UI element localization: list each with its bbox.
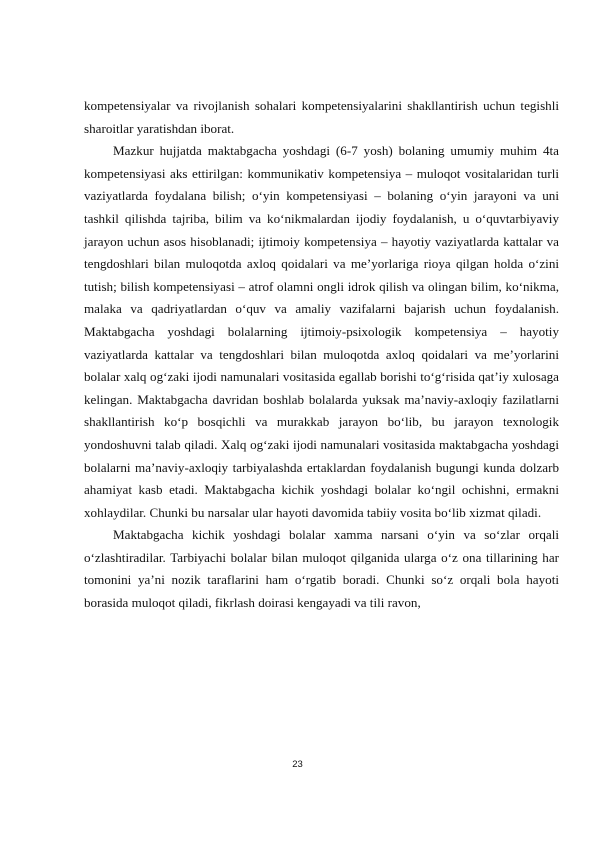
- paragraph-competencies: Mazkur hujjatda maktabgacha yoshdagi (6-7 yosh) bolaning umumiy muhim 4ta kompetensiyasi aks ettirilgan: kommunikativ kompetensiya – muloqot vositalaridan turli vaziyatlarda foydalana bilish; o‘yin kompetensiyasi – bolaning o‘yin jarayoni va uni tashkil qilishda tajriba, bilim va ko‘nikmalardan ijodiy foydalanish, u o‘quvtarbiyaviy jarayon uchun asos hisoblanadi; ijtimoiy kompetensiya – hayotiy vaziyatlarda kattalar va tengdoshlari bilan muloqotda axloq qoidalari va me’yorlariga rioya qilgan holda o‘zini tutish; bilish kompetensiyasi – atrof olamni ongli idrok qilish va olingan bilim, ko‘nikma, malaka va qadriyatlardan o‘quv va amaliy vazifalarni bajarish uchun foydalanish. Maktabgacha yoshdagi bolalarning ijtimoiy-psixologik kompetensiya – hayotiy vaziyatlarda kattalar va tengdoshlari bilan muloqotda axloq qoidalari va me’yorlarini bolalar xalq og‘zaki ijodi namunalari vositasida egallab borishi to‘g‘risida qat’iy xulosaga kelingan. Maktabgacha davridan boshlab bolalarda yuksak ma’naviy-axloqiy fazilatlarni shakllantirish ko‘p bosqichli va murakkab jarayon bo‘lib, bu jarayon texnologik yondoshuvni talab qiladi. Xalq og‘zaki ijodi namunalari vositasida maktabgacha yoshdagi bolalarni ma’naviy-axloqiy tarbiyalashda ertaklardan foydalanish bugungi kunda dolzarb ahamiyat kasb etadi. Maktabgacha kichik yoshdagi bolalar ko‘ngil ochishni, ermakni xohlaydilar. Chunki bu narsalar ular hayoti davomida tabiiy vosita bo‘lib xizmat qiladi.: [84, 143, 559, 520]
- page-number: 23: [292, 759, 303, 770]
- paragraph-play-and-speech: Maktabgacha kichik yoshdagi bolalar xamma narsani o‘yin va so‘zlar orqali o‘zlashtiradilar. Tarbiyachi bolalar bilan muloqot qilganida ularga o‘z ona tillarining har tomonini ya’ni nozik taraflarini ham o‘rgatib boradi. Chunki so‘z orqali bola hayoti borasida muloqot qiladi, fikrlash doirasi kengayadi va tili ravon,: [84, 527, 559, 611]
- page-body: [84, 95, 559, 615]
- paragraph-continuation: kompetensiyalar va rivojlanish sohalari kompetensiyalarini shakllantirish uchun tegishli sharoitlar yaratishdan iborat.: [84, 98, 559, 136]
